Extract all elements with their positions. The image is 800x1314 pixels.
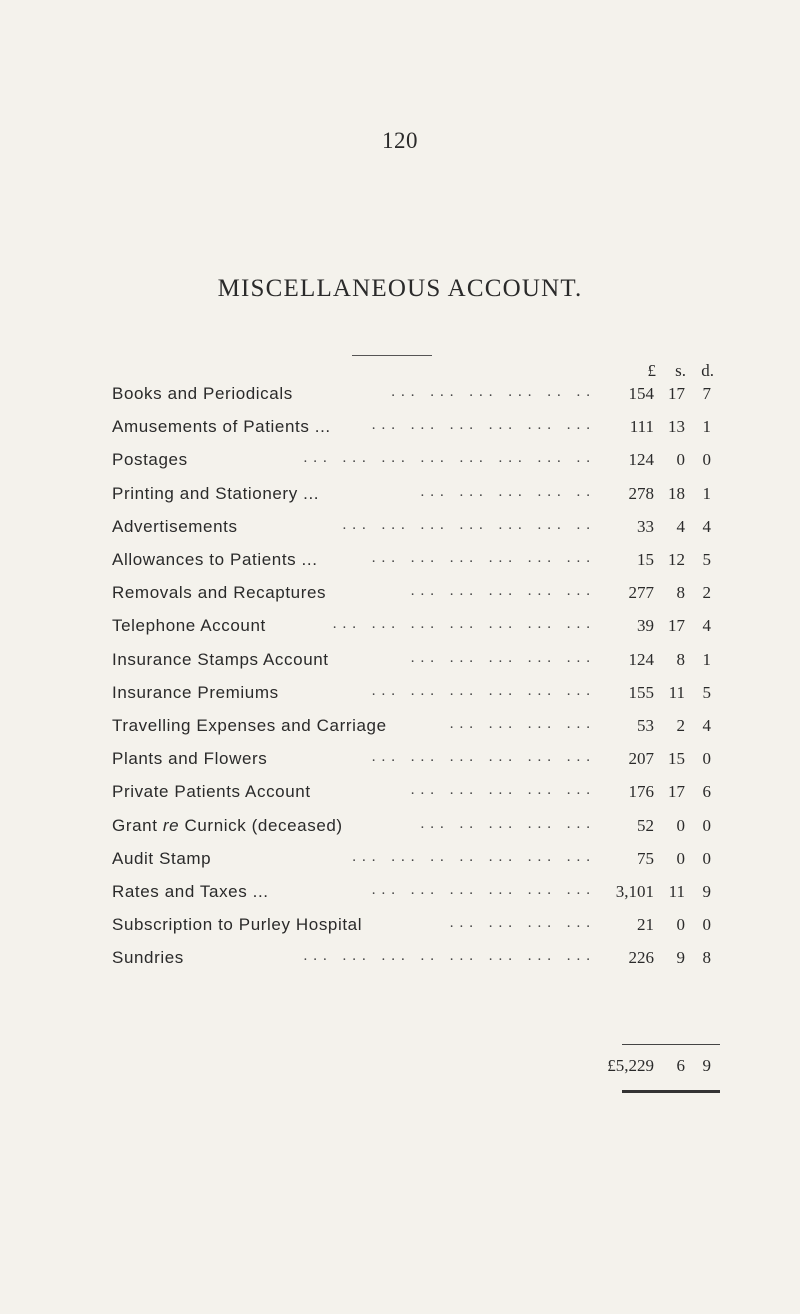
amount-shillings: 12 bbox=[668, 550, 685, 569]
amount-pence: 0 bbox=[702, 815, 711, 835]
table-row bbox=[0, 650, 800, 684]
amount-pence: 5 bbox=[702, 682, 711, 702]
leader-dots: ... ... ... ... ... bbox=[410, 583, 596, 600]
table-row bbox=[0, 384, 800, 418]
total-pence: 9 bbox=[702, 1056, 711, 1075]
amount-pence: 7 bbox=[702, 384, 711, 403]
amount-pounds: 53 bbox=[637, 716, 654, 735]
amount-shillings: 0 bbox=[676, 815, 685, 835]
amount-shillings: 15 bbox=[668, 749, 685, 769]
row-label bbox=[112, 816, 343, 836]
amount-pence: 5 bbox=[702, 550, 711, 569]
amount-pounds: 154 bbox=[628, 384, 654, 403]
amount-shillings: 0 bbox=[676, 848, 685, 868]
amount-pounds: 15 bbox=[637, 550, 654, 569]
total-row bbox=[0, 1056, 800, 1086]
leader-dots: ... ... ... ... ... ... ... .. bbox=[303, 450, 596, 467]
amount-pounds: 277 bbox=[628, 583, 654, 603]
amount-pence: 0 bbox=[702, 749, 711, 769]
column-header-pence: d. bbox=[701, 361, 714, 380]
table-row bbox=[0, 782, 800, 816]
table-row bbox=[0, 816, 800, 850]
leader-dots: ... ... ... ... ... bbox=[410, 782, 596, 799]
leader-dots: ... .. ... ... ... bbox=[420, 815, 596, 832]
total-rule-top bbox=[622, 1044, 720, 1045]
row-label: Subscription to Purley Hospital bbox=[112, 915, 363, 935]
table-row bbox=[0, 417, 800, 451]
table-row bbox=[0, 683, 800, 717]
table-row bbox=[0, 749, 800, 783]
table-row bbox=[0, 450, 800, 484]
row-label: Audit Stamp bbox=[112, 848, 212, 868]
row-label-italic: re bbox=[162, 815, 180, 835]
amount-shillings: 18 bbox=[668, 483, 685, 503]
page-number: 120 bbox=[382, 128, 418, 153]
row-label: Postages bbox=[112, 450, 188, 470]
amount-pounds: 124 bbox=[628, 450, 654, 470]
title-divider bbox=[352, 355, 432, 356]
amount-pounds: 207 bbox=[628, 749, 654, 769]
page-title: MISCELLANEOUS ACCOUNT. bbox=[217, 275, 583, 302]
amount-pence: 2 bbox=[702, 583, 711, 603]
row-label: Printing and Stationery ... bbox=[112, 483, 320, 503]
amount-shillings: 8 bbox=[676, 583, 685, 603]
amount-pounds: 111 bbox=[629, 417, 654, 437]
table-row bbox=[0, 583, 800, 617]
row-label: Books and Periodicals bbox=[112, 384, 293, 403]
total-pounds: £5,229 bbox=[607, 1056, 654, 1075]
leader-dots: ... ... ... ... .. bbox=[420, 483, 596, 500]
amount-pounds: 39 bbox=[637, 616, 654, 636]
leader-dots: ... ... ... .. ... ... ... ... bbox=[303, 948, 596, 965]
leader-dots: ... ... ... ... ... ... bbox=[371, 882, 596, 898]
amount-shillings: 11 bbox=[668, 882, 685, 901]
leader-dots: ... ... ... ... ... ... bbox=[371, 417, 596, 434]
leader-dots: ... ... ... ... ... ... ... bbox=[332, 616, 596, 633]
leader-dots: ... ... ... ... bbox=[449, 716, 596, 732]
row-label: Advertisements bbox=[112, 516, 238, 536]
amount-pence: 0 bbox=[702, 848, 711, 868]
leader-dots: ... ... ... ... .. .. bbox=[391, 384, 596, 400]
row-label: Telephone Account bbox=[112, 616, 266, 636]
total-shillings: 6 bbox=[676, 1056, 685, 1075]
amount-pence: 9 bbox=[702, 882, 711, 901]
amount-shillings: 17 bbox=[668, 384, 685, 403]
amount-shillings: 9 bbox=[676, 948, 685, 968]
amount-shillings: 2 bbox=[676, 716, 685, 735]
amount-pence: 1 bbox=[702, 483, 711, 503]
table-row bbox=[0, 915, 800, 949]
amount-shillings: 11 bbox=[668, 682, 685, 702]
amount-pounds: 75 bbox=[637, 848, 654, 868]
amount-pounds: 52 bbox=[637, 815, 654, 835]
row-label: Insurance Premiums bbox=[112, 682, 279, 702]
row-label: Amusements of Patients ... bbox=[112, 417, 331, 437]
table-row bbox=[0, 716, 800, 750]
row-label: Plants and Flowers bbox=[112, 749, 268, 769]
row-label: Rates and Taxes ... bbox=[112, 882, 269, 901]
column-header-pounds: £ bbox=[647, 361, 656, 380]
amount-shillings: 4 bbox=[676, 516, 685, 536]
amount-pounds: 226 bbox=[628, 948, 654, 968]
row-label: Insurance Stamps Account bbox=[112, 649, 329, 669]
amount-shillings: 0 bbox=[676, 450, 685, 470]
leader-dots: ... ... ... ... ... ... bbox=[371, 682, 596, 699]
amount-pence: 6 bbox=[702, 782, 711, 802]
amount-pence: 0 bbox=[702, 915, 711, 935]
leader-dots: ... ... ... ... ... bbox=[410, 649, 596, 666]
amount-pounds: 124 bbox=[628, 649, 654, 669]
table-row bbox=[0, 948, 800, 982]
row-label-part: Grant bbox=[112, 815, 163, 835]
amount-shillings: 8 bbox=[676, 649, 685, 669]
leader-dots: ... ... ... ... bbox=[449, 915, 596, 932]
table-row bbox=[0, 882, 800, 916]
row-label: Removals and Recaptures bbox=[112, 583, 327, 603]
amount-shillings: 0 bbox=[676, 915, 685, 935]
table-row bbox=[0, 550, 800, 584]
column-header-shillings: s. bbox=[675, 361, 686, 380]
amount-pence: 0 bbox=[702, 450, 711, 470]
table-row bbox=[0, 484, 800, 518]
leader-dots: ... ... .. .. ... ... ... bbox=[352, 848, 596, 865]
row-label: Travelling Expenses and Carriage bbox=[112, 716, 387, 735]
amount-pounds: 155 bbox=[628, 682, 654, 702]
amount-pence: 4 bbox=[702, 616, 711, 636]
amount-pounds: 21 bbox=[637, 915, 654, 935]
table-row bbox=[0, 849, 800, 883]
amount-pounds: 33 bbox=[637, 516, 654, 536]
amount-shillings: 17 bbox=[668, 616, 685, 636]
amount-pounds: 176 bbox=[628, 782, 654, 802]
row-label: Allowances to Patients ... bbox=[112, 550, 318, 569]
table-row bbox=[0, 517, 800, 551]
leader-dots: ... ... ... ... ... ... .. bbox=[342, 516, 596, 533]
amount-shillings: 17 bbox=[668, 782, 685, 802]
row-label-part: Curnick (deceased) bbox=[179, 815, 343, 835]
leader-dots: ... ... ... ... ... ... bbox=[371, 550, 596, 566]
amount-pence: 4 bbox=[702, 716, 711, 735]
amount-pence: 8 bbox=[702, 948, 711, 968]
table-row bbox=[0, 616, 800, 650]
row-label: Sundries bbox=[112, 948, 184, 968]
row-label: Private Patients Account bbox=[112, 782, 311, 802]
amount-pounds: 278 bbox=[628, 483, 654, 503]
leader-dots: ... ... ... ... ... ... bbox=[371, 749, 596, 766]
amount-pence: 4 bbox=[702, 516, 711, 536]
amount-pence: 1 bbox=[702, 649, 711, 669]
amount-pounds: 3,101 bbox=[615, 882, 654, 901]
total-rule-bottom bbox=[622, 1090, 720, 1093]
amount-shillings: 13 bbox=[668, 417, 685, 437]
amount-pence: 1 bbox=[702, 417, 711, 437]
